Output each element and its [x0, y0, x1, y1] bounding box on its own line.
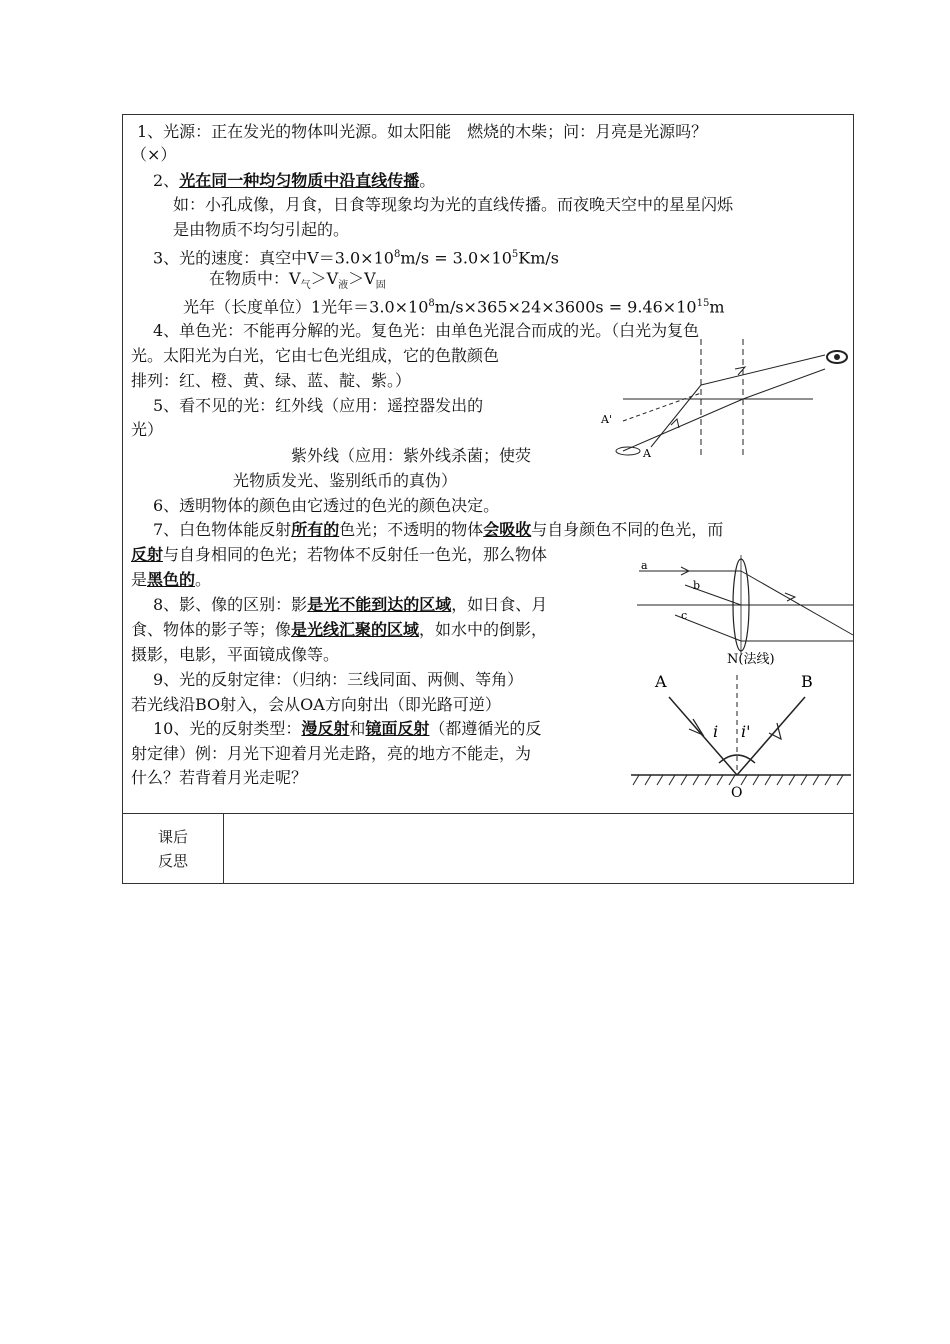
text-line-3: 如：小孔成像，月食，日食等现象均为光的直线传播。而夜晚天空中的星星闪烁 — [173, 195, 734, 214]
reflection-label — [123, 813, 223, 885]
text-line-26: 什么？若背着月光走呢？ — [131, 768, 308, 787]
text: （都遵循光的反 — [429, 719, 542, 738]
text-num: 2、 — [153, 171, 180, 190]
text-line-21: 摄影，电影，平面镜成像等。 — [131, 645, 340, 664]
text-line-8: 4、单色光：不能再分解的光。复色光：由单色光混合而成的光。（白光为复色 — [153, 321, 700, 340]
text: 3、光的速度：真空中V＝3.0×10 — [153, 248, 394, 268]
superscript: 8 — [393, 249, 401, 260]
fig1-label-a-prime: A' — [601, 413, 612, 426]
subscript: 固 — [375, 280, 386, 292]
text: m/s×365×24×3600s = 9.46×10 — [434, 297, 697, 317]
superscript: 8 — [428, 298, 435, 309]
text-line-1: 1、光源：正在发光的物体叫光源。如太阳能 燃烧的木柴；问：月亮是光源吗？ — [137, 122, 708, 141]
key-phrase: 是光不能到达的区域 — [307, 595, 452, 614]
text: 色光；不透明的物体 — [339, 520, 484, 539]
superscript: 15 — [696, 298, 710, 309]
text: ，如日食、月 — [451, 595, 548, 614]
reflection-label-line2: 反思 — [157, 852, 188, 870]
text: m/s = 3.0×10 — [400, 248, 512, 268]
fig2-label-a: a — [641, 559, 648, 572]
text: 和 — [349, 719, 366, 738]
fig2-label-normal: N(法线) — [727, 652, 775, 665]
text-line-16 — [153, 520, 723, 540]
text: m — [709, 297, 725, 317]
text-line-25: 射定律）例：月光下迎着月光走路，亮的地方不能走，为 — [131, 744, 532, 763]
fig1-label-a: A — [643, 447, 651, 460]
fig3-label-b: B — [801, 672, 813, 691]
text-line-2 — [153, 171, 435, 191]
key-phrase: 镜面反射 — [365, 719, 430, 738]
text-line-24 — [153, 719, 541, 739]
text: Km/s — [518, 248, 559, 268]
text: 。 — [419, 171, 436, 190]
text: ，如水中的倒影， — [419, 620, 548, 639]
key-phrase: 会吸收 — [483, 520, 532, 539]
reflection-content-cell[interactable] — [224, 814, 853, 883]
text-line-15: 6、透明物体的颜色由它透过的色光的颜色决定。 — [153, 496, 500, 515]
text: 与自身相同的色光；若物体不反射任一色光，那么物体 — [163, 545, 548, 564]
fig3-label-o: O — [731, 785, 743, 801]
text: 10、光的反射类型： — [153, 719, 302, 738]
text-line-6 — [209, 269, 386, 296]
text: 光年（长度单位）1光年＝3.0×10 — [183, 297, 429, 317]
fish-icon — [616, 447, 640, 455]
reflection-label-line1: 课后 — [157, 828, 188, 846]
text-line-5 — [153, 245, 559, 268]
text-line-7 — [183, 294, 724, 317]
text: ＞V — [310, 269, 339, 288]
fig3-label-a: A — [655, 672, 667, 691]
text: 7、白色物体能反射 — [153, 520, 292, 539]
text-line-9: 光。太阳光为白光，它由七色光组成，它的色散颜色 — [131, 346, 500, 365]
key-phrase: 光在同一种均匀物质中沿直线传播 — [179, 171, 420, 190]
key-phrase: 黑色的 — [147, 570, 196, 589]
text-line-1b: （×） — [131, 145, 177, 164]
text-line-22: 9、光的反射定律：（归纳：三线同面、两侧、等角） — [153, 670, 524, 689]
reflection-figure — [629, 667, 853, 803]
key-phrase: 是光线汇聚的区域 — [291, 620, 420, 639]
text-line-18 — [131, 570, 211, 590]
text-line-11: 5、看不见的光：红外线（应用：遥控器发出的 — [153, 396, 484, 415]
text: 8、影、像的区别：影 — [153, 595, 308, 614]
lesson-table — [122, 114, 854, 884]
fig3-label-i-prime: i' — [741, 722, 751, 741]
key-phrase: 漫反射 — [301, 719, 350, 738]
superscript: 5 — [511, 249, 519, 260]
fig2-label-b: b — [693, 579, 701, 592]
fig3-label-i: i — [713, 722, 719, 741]
text: 与自身颜色不同的色光，而 — [531, 520, 724, 539]
subscript: 液 — [338, 280, 349, 292]
text-line-12: 光） — [131, 420, 164, 439]
refraction-figure — [593, 335, 855, 463]
fig2-label-c: c — [681, 609, 688, 622]
text: 是 — [131, 570, 148, 589]
text: 。 — [195, 570, 212, 589]
key-phrase: 反射 — [131, 545, 164, 564]
text-line-10: 排列：红、橙、黄、绿、蓝、靛、紫。） — [131, 371, 412, 390]
lens-figure — [635, 555, 855, 665]
key-phrase: 所有的 — [291, 520, 340, 539]
text: 在物质中：V — [209, 269, 301, 288]
subscript: 气 — [300, 280, 311, 292]
text: 食、物体的影子等；像 — [131, 620, 292, 639]
text: ＞V — [348, 269, 376, 288]
text-line-20 — [131, 620, 547, 640]
text-line-4: 是由物质不均匀引起的。 — [173, 220, 350, 239]
text-line-13: 紫外线（应用：紫外线杀菌；使荧 — [291, 446, 532, 465]
text-line-19 — [153, 595, 547, 615]
text-line-17 — [131, 545, 547, 565]
text-line-14: 光物质发光、鉴别纸币的真伪） — [233, 471, 458, 490]
text-line-23: 若光线沿BO射入，会从OA方向射出（即光路可逆） — [131, 695, 501, 714]
